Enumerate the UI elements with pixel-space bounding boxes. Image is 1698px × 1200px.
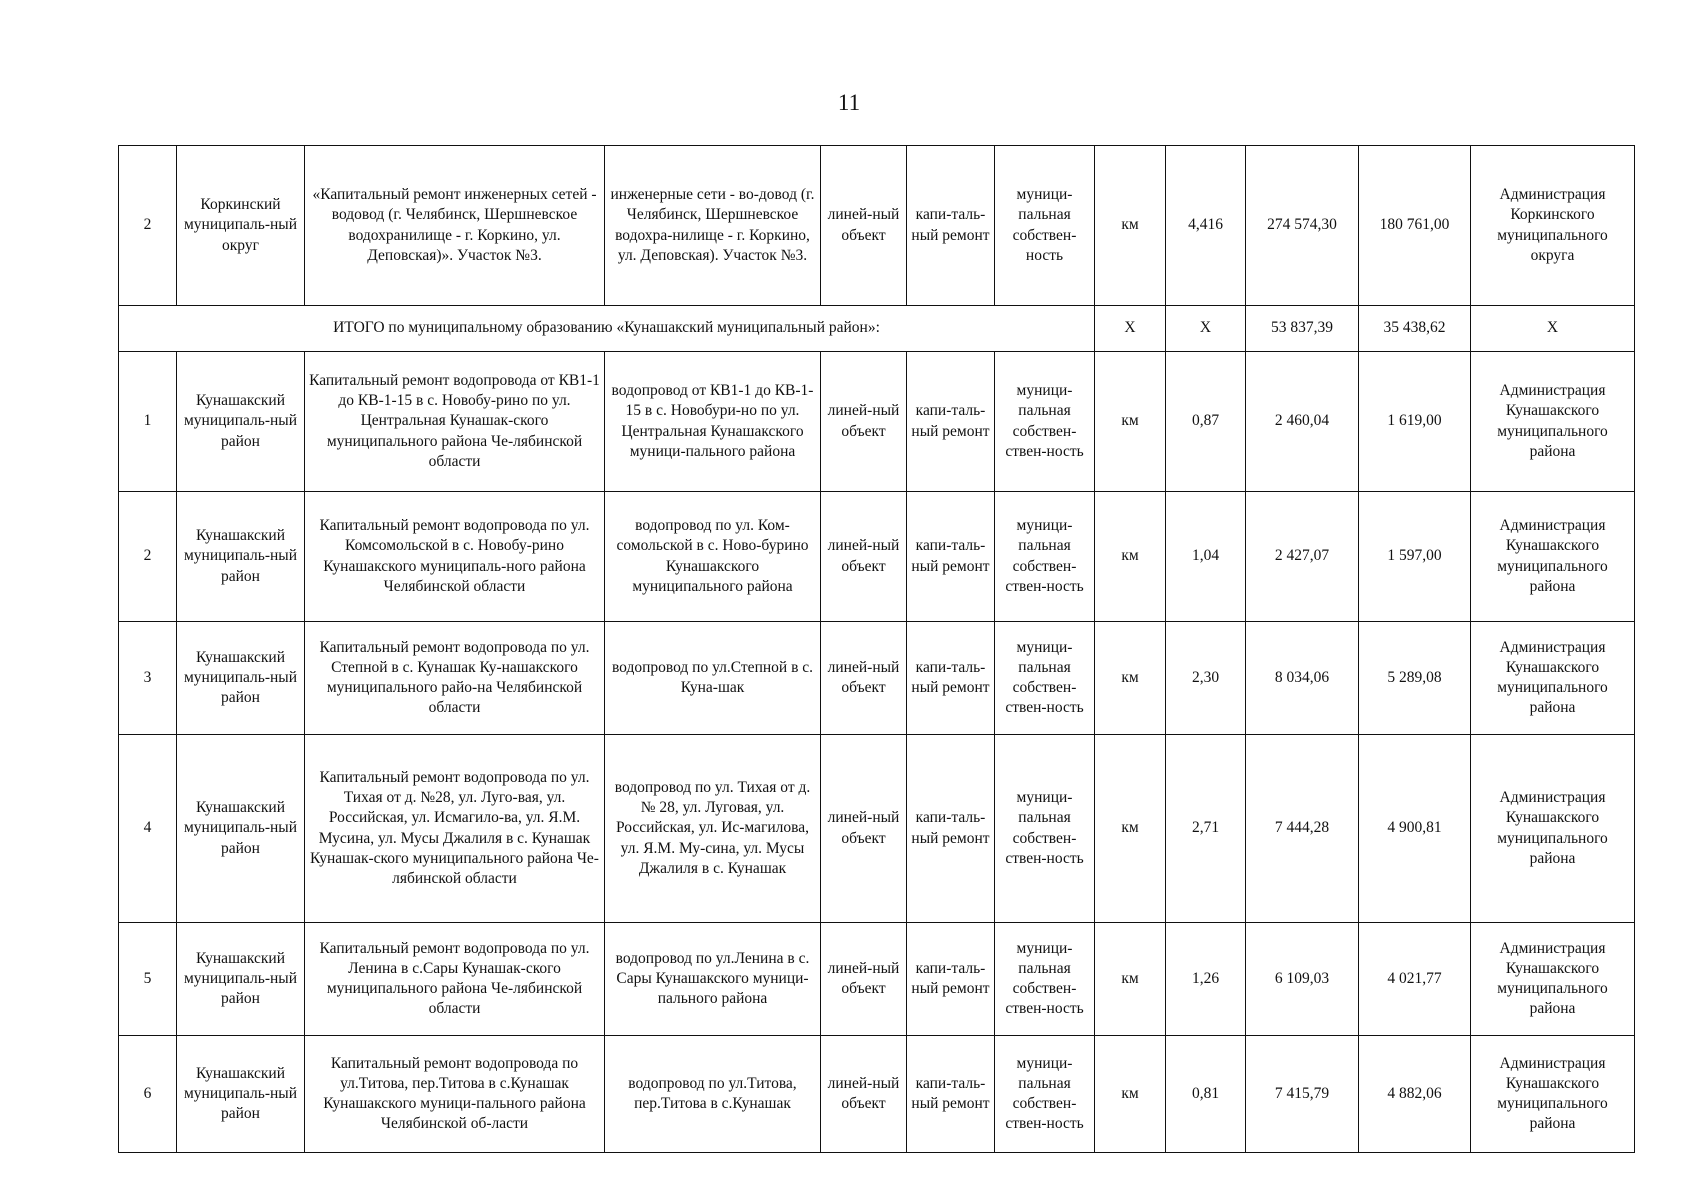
row-number: 3 — [119, 622, 177, 735]
capacity-cell: 2,30 — [1166, 622, 1246, 735]
cost-cell: 8 034,06 — [1246, 622, 1359, 735]
ownership-cell: муници-пальная собствен-ствен-ность — [995, 492, 1095, 622]
unit-cell: км — [1095, 923, 1166, 1036]
municipality-cell: Кунашакский муниципаль-ный район — [177, 923, 305, 1036]
customer-cell: Администрация Кунашакского муниципального района — [1471, 1036, 1635, 1153]
capacity-cell: 1,04 — [1166, 492, 1246, 622]
object-cell: водопровод от КВ1-1 до КВ-1-15 в с. Новобури-но по ул. Центральная Кунашакского муници-пального района — [605, 352, 821, 492]
cost-cell: 7 444,28 — [1246, 735, 1359, 923]
work-type-cell: капи-таль-ный ремонт — [907, 492, 995, 622]
capacity-cell: 2,71 — [1166, 735, 1246, 923]
project-name-cell: Капитальный ремонт водопровода по ул. Комсомольской в с. Новобу-рино Кунашакского муниципаль-ного района Челябинской области — [305, 492, 605, 622]
row-number: 2 — [119, 146, 177, 306]
capacity-cell: 1,26 — [1166, 923, 1246, 1036]
capacity-cell: 4,416 — [1166, 146, 1246, 306]
object-cell: инженерные сети - во-довод (г. Челябинск, Шершневское водохра-нилище - г. Коркино, ул. Деповская). Участок №3. — [605, 146, 821, 306]
row-number: 2 — [119, 492, 177, 622]
capacity-cell: 0,81 — [1166, 1036, 1246, 1153]
cost-cell: 7 415,79 — [1246, 1036, 1359, 1153]
cost-cell: 6 109,03 — [1246, 923, 1359, 1036]
cost-cell: 274 574,30 — [1246, 146, 1359, 306]
unit-cell: км — [1095, 622, 1166, 735]
budget-cell: 5 289,08 — [1359, 622, 1471, 735]
budget-cell: 4 021,77 — [1359, 923, 1471, 1036]
ownership-cell: муници-пальная собствен-ствен-ность — [995, 352, 1095, 492]
project-name-cell: Капитальный ремонт водопровода по ул. Ленина в с.Сары Кунашак-ского муниципального района Че-лябинской области — [305, 923, 605, 1036]
table-row — [119, 923, 1635, 1036]
registry-table — [118, 145, 1635, 1153]
customer-cell: Администрация Коркинского муниципального округа — [1471, 146, 1635, 306]
object-type-cell: линей-ный объект — [821, 352, 907, 492]
project-name-cell: Капитальный ремонт водопровода по ул.Титова, пер.Титова в с.Кунашак Кунашакского муници-пального района Челябинской об-ласти — [305, 1036, 605, 1153]
project-name-cell: «Капитальный ремонт инженерных сетей - водовод (г. Челябинск, Шершневское водохранилище - г. Коркино, ул. Деповская)». Участок №3. — [305, 146, 605, 306]
ownership-cell: муници-пальная собствен-ствен-ность — [995, 735, 1095, 923]
object-type-cell: линей-ный объект — [821, 1036, 907, 1153]
row-number: 6 — [119, 1036, 177, 1153]
budget-cell: 1 597,00 — [1359, 492, 1471, 622]
row-number: 1 — [119, 352, 177, 492]
row-number: 4 — [119, 735, 177, 923]
object-type-cell: линей-ный объект — [821, 622, 907, 735]
object-type-cell: линей-ный объект — [821, 735, 907, 923]
customer-cell: Администрация Кунашакского муниципального района — [1471, 352, 1635, 492]
unit-cell: км — [1095, 492, 1166, 622]
object-type-cell: линей-ный объект — [821, 923, 907, 1036]
budget-cell: 1 619,00 — [1359, 352, 1471, 492]
table-row — [119, 735, 1635, 923]
customer-cell: Администрация Кунашакского муниципального района — [1471, 492, 1635, 622]
total-cost-cell: 53 837,39 — [1246, 306, 1359, 352]
object-cell: водопровод по ул. Ком-сомольской в с. Ново-бурино Кунашакского муниципального района — [605, 492, 821, 622]
total-customer-cell: Х — [1471, 306, 1635, 352]
cost-cell: 2 427,07 — [1246, 492, 1359, 622]
table-row — [119, 1036, 1635, 1153]
municipality-cell: Кунашакский муниципаль-ный район — [177, 492, 305, 622]
work-type-cell: капи-таль-ный ремонт — [907, 1036, 995, 1153]
ownership-cell: муници-пальная собствен-ность — [995, 146, 1095, 306]
unit-cell: км — [1095, 146, 1166, 306]
table-row — [119, 146, 1635, 306]
project-name-cell: Капитальный ремонт водопровода по ул. Тихая от д. №28, ул. Луго-вая, ул. Российская, ул. Исмагило-ва, ул. Я.М. Мусина, ул. Мусы Джалиля в с. Кунашак Кунашак-ского муниципального района Че-лябинской области — [305, 735, 605, 923]
ownership-cell: муници-пальная собствен-ствен-ность — [995, 622, 1095, 735]
total-capacity-cell: Х — [1166, 306, 1246, 352]
object-cell: водопровод по ул.Ленина в с. Сары Кунашакского муници-пального района — [605, 923, 821, 1036]
customer-cell: Администрация Кунашакского муниципального района — [1471, 923, 1635, 1036]
budget-cell: 4 900,81 — [1359, 735, 1471, 923]
project-name-cell: Капитальный ремонт водопровода от КВ1-1 до КВ-1-15 в с. Новобу-рино по ул. Центральная Кунашак-ского муниципального района Че-лябинской области — [305, 352, 605, 492]
unit-cell: км — [1095, 352, 1166, 492]
object-cell: водопровод по ул.Титова, пер.Титова в с.Кунашак — [605, 1036, 821, 1153]
budget-cell: 4 882,06 — [1359, 1036, 1471, 1153]
object-type-cell: линей-ный объект — [821, 146, 907, 306]
project-name-cell: Капитальный ремонт водопровода по ул. Степной в с. Кунашак Ку-нашакского муниципального райо-на Челябинской области — [305, 622, 605, 735]
municipality-cell: Кунашакский муниципаль-ный район — [177, 735, 305, 923]
unit-cell: км — [1095, 735, 1166, 923]
total-budget-cell: 35 438,62 — [1359, 306, 1471, 352]
total-row — [119, 306, 1635, 352]
municipality-cell: Кунашакский муниципаль-ный район — [177, 1036, 305, 1153]
table-row — [119, 352, 1635, 492]
work-type-cell: капи-таль-ный ремонт — [907, 146, 995, 306]
unit-cell: км — [1095, 1036, 1166, 1153]
page-number: 11 — [837, 90, 861, 115]
table-row — [119, 622, 1635, 735]
object-cell: водопровод по ул. Тихая от д. № 28, ул. Луговая, ул. Российская, ул. Ис-магилова, ул. Я.М. Му-сина, ул. Мусы Джалиля в с. Кунашак — [605, 735, 821, 923]
total-unit-cell: Х — [1095, 306, 1166, 352]
work-type-cell: капи-таль-ный ремонт — [907, 622, 995, 735]
municipality-cell: Кунашакский муниципаль-ный район — [177, 622, 305, 735]
object-type-cell: линей-ный объект — [821, 492, 907, 622]
budget-cell: 180 761,00 — [1359, 146, 1471, 306]
work-type-cell: капи-таль-ный ремонт — [907, 352, 995, 492]
cost-cell: 2 460,04 — [1246, 352, 1359, 492]
customer-cell: Администрация Кунашакского муниципального района — [1471, 735, 1635, 923]
capacity-cell: 0,87 — [1166, 352, 1246, 492]
ownership-cell: муници-пальная собствен-ствен-ность — [995, 923, 1095, 1036]
work-type-cell: капи-таль-ный ремонт — [907, 923, 995, 1036]
ownership-cell: муници-пальная собствен-ствен-ность — [995, 1036, 1095, 1153]
municipality-cell: Коркинский муниципаль-ный округ — [177, 146, 305, 306]
municipality-cell: Кунашакский муниципаль-ный район — [177, 352, 305, 492]
work-type-cell: капи-таль-ный ремонт — [907, 735, 995, 923]
table-row — [119, 492, 1635, 622]
customer-cell: Администрация Кунашакского муниципального района — [1471, 622, 1635, 735]
object-cell: водопровод по ул.Степной в с. Куна-шак — [605, 622, 821, 735]
row-number: 5 — [119, 923, 177, 1036]
total-label: ИТОГО по муниципальному образованию «Кунашакский муниципальный район»: — [119, 306, 1095, 352]
